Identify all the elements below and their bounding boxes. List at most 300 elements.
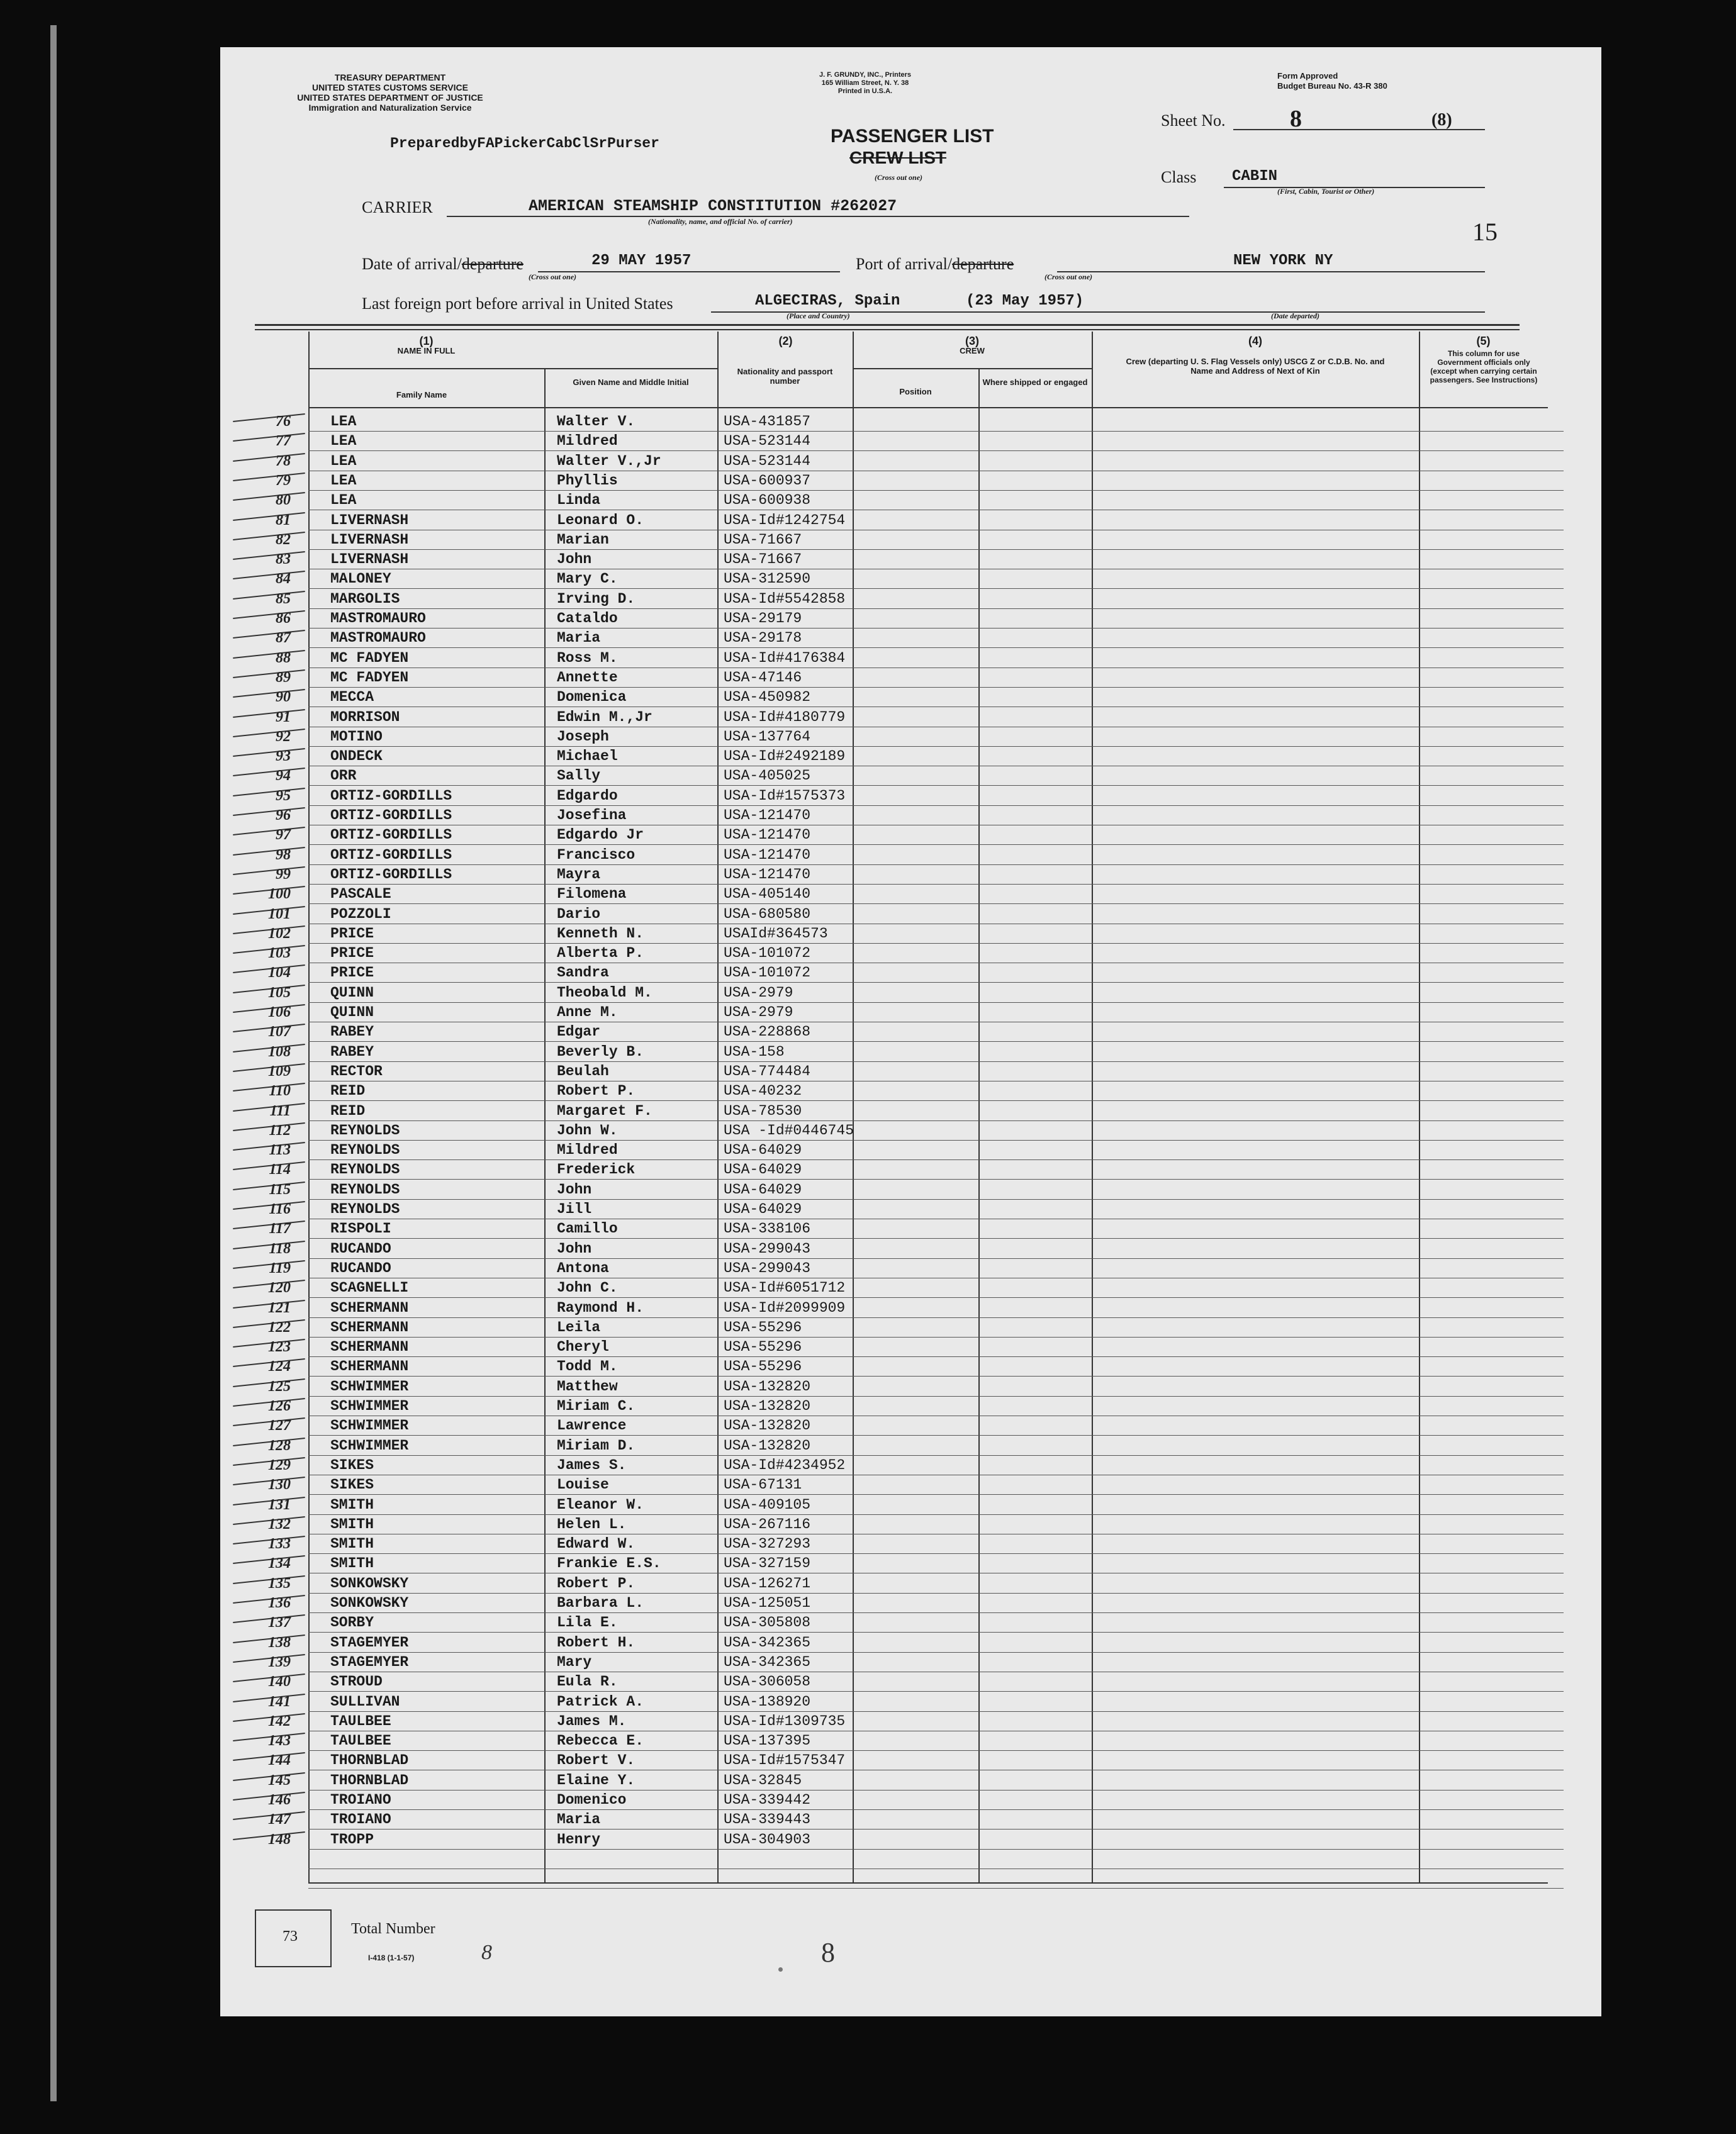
table-row: [220, 1810, 1601, 1830]
sheet-number-paren: (8): [1431, 110, 1452, 130]
family-name: MORRISON: [330, 708, 400, 725]
table-row: [220, 1475, 1601, 1495]
row-number: 118: [269, 1240, 291, 1257]
family-name: LIVERNASH: [330, 531, 409, 548]
given-name: Ross M.: [557, 649, 618, 666]
row-number: 96: [276, 807, 291, 824]
row-number: 100: [268, 886, 291, 903]
table-row: [220, 452, 1601, 471]
row-number: 80: [276, 492, 291, 509]
passport-number: USA -Id#0446745: [724, 1122, 854, 1139]
table-row: [220, 1456, 1601, 1475]
table-row: [220, 1160, 1601, 1180]
passport-number: USA-64029: [724, 1181, 802, 1198]
given-name: Walter V.,Jr: [557, 452, 661, 469]
family-name: SIKES: [330, 1456, 374, 1473]
given-name: Sandra: [557, 964, 609, 981]
given-name: Francisco: [557, 846, 636, 863]
passport-number: USAId#364573: [724, 925, 828, 942]
passport-number: USA-342365: [724, 1653, 811, 1670]
passport-number: USA-267116: [724, 1516, 811, 1533]
given-name: Domenico: [557, 1792, 627, 1808]
table-row: [220, 1062, 1601, 1081]
table-row: [220, 1022, 1601, 1042]
given-name: Margaret F.: [557, 1102, 652, 1119]
family-name: MASTROMAURO: [330, 610, 426, 627]
table-row: [220, 1613, 1601, 1633]
table-row: [220, 688, 1601, 707]
shipped-header: Where shipped or engaged: [982, 377, 1088, 387]
family-name: SCHWIMMER: [330, 1417, 409, 1434]
passport-number: USA-327159: [724, 1555, 811, 1572]
carrier-value: AMERICAN STEAMSHIP CONSTITUTION #262027: [529, 197, 897, 215]
port-value: NEW YORK NY: [1233, 252, 1333, 269]
passport-number: USA-64029: [724, 1142, 802, 1159]
port-note: (Cross out one): [1044, 272, 1093, 281]
given-name: Beverly B.: [557, 1043, 644, 1060]
date-note: (Cross out one): [529, 272, 577, 281]
table-row: [220, 1278, 1601, 1298]
port-label: Port of arrival/departure: [856, 255, 1014, 273]
row-number: 91: [276, 708, 291, 725]
row-number: 98: [276, 846, 291, 863]
family-name: ONDECK: [330, 748, 383, 765]
passport-number: USA-71667: [724, 531, 802, 548]
family-name: THORNBLAD: [330, 1752, 409, 1769]
passport-number: USA-523144: [724, 433, 811, 450]
passport-number: USA-101072: [724, 964, 811, 981]
given-name: Mary C.: [557, 571, 618, 588]
row-number: 87: [276, 630, 291, 647]
passport-number: USA-600938: [724, 492, 811, 509]
passport-number: USA-299043: [724, 1240, 811, 1257]
row-number: 132: [268, 1516, 291, 1533]
table-row: [220, 530, 1601, 550]
given-name: Irving D.: [557, 590, 636, 607]
family-name: SONKOWSKY: [330, 1595, 409, 1611]
prepared-by: PreparedbyFAPickerCabClSrPurser: [390, 135, 659, 152]
family-name: SCHERMANN: [330, 1319, 409, 1336]
given-name: Elaine Y.: [557, 1772, 636, 1789]
given-name: Theobald M.: [557, 984, 652, 1001]
given-name: Robert P.: [557, 1575, 636, 1592]
family-name: ORTIZ-GORDILLS: [330, 787, 452, 804]
row-number: 78: [276, 452, 291, 469]
table-row: [220, 511, 1601, 530]
passport-number: USA-78530: [724, 1102, 802, 1119]
date-label: Date of arrival/departure: [362, 255, 524, 273]
family-name: LEA: [330, 433, 357, 450]
table-row: [220, 1239, 1601, 1259]
table-row: [220, 432, 1601, 451]
next-of-kin-header: Crew (departing U. S. Flag Vessels only) USCG Z or C.D.B. No. and Name and Address of Next of Kin: [1126, 357, 1385, 376]
table-row: [220, 963, 1601, 983]
row-number: 107: [268, 1024, 291, 1041]
table-row: [220, 806, 1601, 825]
passport-number: USA-40232: [724, 1083, 802, 1100]
given-name: Sally: [557, 768, 601, 785]
family-name: SCHERMANN: [330, 1299, 409, 1316]
given-name: Frankie E.S.: [557, 1555, 661, 1572]
row-number: 116: [269, 1201, 291, 1217]
family-name: ORTIZ-GORDILLS: [330, 827, 452, 844]
last-port-label: Last foreign port before arrival in United States: [362, 294, 673, 313]
given-name: John: [557, 1181, 592, 1198]
row-number: 79: [276, 472, 291, 489]
family-name: QUINN: [330, 1004, 374, 1020]
passport-number: USA-2979: [724, 984, 793, 1001]
family-name: SMITH: [330, 1555, 374, 1572]
row-number: 125: [268, 1378, 291, 1395]
passport-number: USA-305808: [724, 1614, 811, 1631]
row-number: 124: [268, 1358, 291, 1375]
table-row: [220, 1692, 1601, 1712]
nationality-header: Nationality and passport number: [737, 367, 833, 386]
table-row: [220, 1259, 1601, 1278]
row-number: 93: [276, 748, 291, 765]
family-name: LIVERNASH: [330, 551, 409, 568]
passport-number: USA-299043: [724, 1260, 811, 1276]
passport-number: USA-137395: [724, 1733, 811, 1750]
given-name: Michael: [557, 748, 618, 765]
given-name: Barbara L.: [557, 1595, 644, 1611]
given-name: James M.: [557, 1712, 627, 1729]
given-name: Patrick A.: [557, 1693, 644, 1710]
table-row: [220, 589, 1601, 609]
row-number: 76: [276, 413, 291, 430]
table-row: [220, 1299, 1601, 1318]
given-name: Rebecca E.: [557, 1733, 644, 1750]
family-name: MECCA: [330, 689, 374, 706]
family-name: REYNOLDS: [330, 1181, 400, 1198]
passport-number: USA-137764: [724, 728, 811, 745]
given-name: Alberta P.: [557, 945, 644, 962]
row-number: 120: [268, 1280, 291, 1297]
family-name: RABEY: [330, 1043, 374, 1060]
given-name: Joseph: [557, 728, 609, 745]
table-row: [220, 846, 1601, 865]
given-name: Eleanor W.: [557, 1496, 644, 1513]
carrier-label: CARRIER: [362, 198, 433, 216]
given-name: Edgar: [557, 1024, 601, 1041]
family-name: THORNBLAD: [330, 1772, 409, 1789]
col4-header: (4): [1248, 335, 1262, 347]
family-name: STAGEMYER: [330, 1634, 409, 1651]
table-row: [220, 1515, 1601, 1534]
table-row: [220, 766, 1601, 786]
table-row: [220, 1397, 1601, 1416]
row-number: 147: [268, 1811, 291, 1828]
date-departed-note: (Date departed): [1271, 311, 1319, 320]
given-name: Leila: [557, 1319, 601, 1336]
row-number: 99: [276, 866, 291, 883]
family-name: MC FADYEN: [330, 649, 409, 666]
form-code: I-418 (1-1-57): [368, 1953, 415, 1962]
row-number: 123: [268, 1339, 291, 1356]
family-name: SIKES: [330, 1477, 374, 1494]
given-name: John: [557, 1240, 592, 1257]
printer-imprint: J. F. GRUNDY, INC., Printers 165 William Street, N. Y. 38 Printed in U.S.A.: [819, 71, 912, 95]
row-number: 133: [268, 1536, 291, 1553]
given-name: Dario: [557, 905, 601, 922]
family-name: PRICE: [330, 945, 374, 962]
table-row: [220, 491, 1601, 510]
family-name: MASTROMAURO: [330, 630, 426, 647]
row-number: 139: [268, 1653, 291, 1670]
row-number: 117: [269, 1221, 291, 1237]
family-name: TROPP: [330, 1831, 374, 1848]
row-number: 88: [276, 649, 291, 666]
table-row: [220, 668, 1601, 688]
row-number: 121: [268, 1299, 291, 1316]
row-number: 128: [268, 1437, 291, 1454]
given-name: Kenneth N.: [557, 925, 644, 942]
row-number: 89: [276, 669, 291, 686]
row-number: 146: [268, 1792, 291, 1808]
family-name: REYNOLDS: [330, 1122, 400, 1139]
table-row: [220, 1633, 1601, 1653]
page-number: 15: [1472, 218, 1498, 246]
row-number: 135: [268, 1575, 291, 1592]
family-name: REYNOLDS: [330, 1142, 400, 1159]
passport-number: USA-409105: [724, 1496, 811, 1513]
passport-number: USA-304903: [724, 1831, 811, 1848]
family-name: ORR: [330, 768, 357, 785]
center-mark: 8: [821, 1937, 835, 1968]
family-name: REID: [330, 1102, 366, 1119]
row-number: 136: [268, 1595, 291, 1611]
passport-number: USA-55296: [724, 1358, 802, 1375]
family-name: ORTIZ-GORDILLS: [330, 846, 452, 863]
table-row: [220, 905, 1601, 924]
given-name: Linda: [557, 492, 601, 509]
given-name: Matthew: [557, 1378, 618, 1395]
given-name: Phyllis: [557, 472, 618, 489]
given-name: Cheryl: [557, 1339, 609, 1356]
sheet-label: Sheet No.: [1161, 111, 1226, 130]
row-number: 141: [268, 1693, 291, 1710]
family-name-header: Family Name: [396, 390, 447, 399]
position-header: Position: [899, 387, 932, 396]
family-name: SCHERMANN: [330, 1339, 409, 1356]
row-number: 130: [268, 1477, 291, 1494]
given-name: Jill: [557, 1201, 592, 1217]
row-number: 115: [269, 1181, 291, 1198]
table-row: [220, 1318, 1601, 1338]
row-number: 126: [268, 1398, 291, 1414]
row-number: 92: [276, 728, 291, 745]
family-name: TROIANO: [330, 1811, 391, 1828]
row-number: 138: [268, 1634, 291, 1651]
family-name: MARGOLIS: [330, 590, 400, 607]
film-edge: [50, 25, 57, 2101]
family-name: REYNOLDS: [330, 1161, 400, 1178]
given-name: Helen L.: [557, 1516, 627, 1533]
table-row: [220, 628, 1601, 648]
family-name: SMITH: [330, 1496, 374, 1513]
family-name: SMITH: [330, 1516, 374, 1533]
table-row: [220, 1751, 1601, 1770]
table-row: [220, 1790, 1601, 1810]
family-name: LEA: [330, 492, 357, 509]
family-name: SMITH: [330, 1536, 374, 1553]
given-name: Todd M.: [557, 1358, 618, 1375]
passport-number: USA-405025: [724, 768, 811, 785]
row-number: 114: [269, 1161, 291, 1178]
family-name: SULLIVAN: [330, 1693, 400, 1710]
table-row: [220, 471, 1601, 491]
passport-number: USA-158: [724, 1043, 785, 1060]
row-number: 108: [268, 1043, 291, 1060]
passport-number: USA-125051: [724, 1595, 811, 1611]
family-name: SONKOWSKY: [330, 1575, 409, 1592]
passport-number: USA-339443: [724, 1811, 811, 1828]
last-port-date: (23 May 1957): [966, 293, 1084, 310]
row-number: 103: [268, 945, 291, 962]
passport-number: USA-450982: [724, 689, 811, 706]
row-number: 145: [268, 1772, 291, 1789]
row-number: 109: [268, 1063, 291, 1080]
row-number: 122: [268, 1319, 291, 1336]
col5-header: (5): [1476, 335, 1491, 347]
passport-number: USA-132820: [724, 1417, 811, 1434]
family-name: STROUD: [330, 1673, 383, 1690]
passport-number: USA-132820: [724, 1378, 811, 1395]
given-name: Lawrence: [557, 1417, 627, 1434]
passport-number: USA-523144: [724, 452, 811, 469]
table-row: [220, 1357, 1601, 1377]
given-name: Annette: [557, 669, 618, 686]
row-number: 148: [268, 1831, 291, 1848]
given-name: Mildred: [557, 433, 618, 450]
family-name: SCHWIMMER: [330, 1378, 409, 1395]
table-row: [220, 1042, 1601, 1062]
family-name: QUINN: [330, 984, 374, 1001]
table-row: [220, 609, 1601, 628]
family-name: TAULBEE: [330, 1712, 391, 1729]
table-row: [220, 1200, 1601, 1219]
passport-number: USA-306058: [724, 1673, 811, 1690]
passport-number: USA-32845: [724, 1772, 802, 1789]
passport-number: USA-327293: [724, 1536, 811, 1553]
passport-number: USA-121470: [724, 866, 811, 883]
row-number: 90: [276, 689, 291, 706]
given-name: John: [557, 551, 592, 568]
passport-number: USA-Id#4180779: [724, 708, 846, 725]
table-row: [220, 727, 1601, 747]
row-number: 119: [269, 1260, 291, 1276]
total-box: [255, 1909, 332, 1967]
row-number: 143: [268, 1733, 291, 1750]
given-name: Miriam C.: [557, 1398, 636, 1414]
row-number: 105: [268, 984, 291, 1001]
passport-number: USA-121470: [724, 827, 811, 844]
total-label: Total Number: [351, 1921, 435, 1937]
passport-number: USA-312590: [724, 571, 811, 588]
given-name: Mildred: [557, 1142, 618, 1159]
passport-number: USA-138920: [724, 1693, 811, 1710]
given-name: Leonard O.: [557, 511, 644, 528]
row-number: 94: [276, 768, 291, 785]
table-row: [220, 1731, 1601, 1751]
table-row: [220, 1416, 1601, 1436]
table-row: [220, 1180, 1601, 1200]
given-name: John C.: [557, 1280, 618, 1297]
given-name: Maria: [557, 1811, 601, 1828]
passport-number: USA-55296: [724, 1319, 802, 1336]
family-name: RISPOLI: [330, 1221, 391, 1237]
sheet-number: 8: [1290, 106, 1302, 132]
given-name: Josefina: [557, 807, 627, 824]
row-number: 85: [276, 590, 291, 607]
family-name: PASCALE: [330, 886, 391, 903]
passport-number: USA-132820: [724, 1398, 811, 1414]
given-name: Edgardo Jr: [557, 827, 644, 844]
table-row: [220, 1495, 1601, 1515]
row-number: 106: [268, 1004, 291, 1020]
passport-number: USA-2979: [724, 1004, 793, 1020]
passport-number: USA-Id#6051712: [724, 1280, 846, 1297]
passport-number: USA-Id#1309735: [724, 1712, 846, 1729]
given-name: Robert V.: [557, 1752, 636, 1769]
passport-number: USA-405140: [724, 886, 811, 903]
table-row: [220, 1219, 1601, 1239]
given-name: Filomena: [557, 886, 627, 903]
passport-number: USA-55296: [724, 1339, 802, 1356]
given-name: Robert P.: [557, 1083, 636, 1100]
table-row: [220, 825, 1601, 845]
table-row: [220, 983, 1601, 1003]
table-row: [220, 1574, 1601, 1594]
table-row: [220, 1672, 1601, 1692]
passport-number: USA-342365: [724, 1634, 811, 1651]
given-name: Eula R.: [557, 1673, 618, 1690]
table-row: [220, 1712, 1601, 1731]
table-row: [220, 924, 1601, 944]
row-number: 81: [276, 511, 291, 528]
passport-number: USA-600937: [724, 472, 811, 489]
passport-number: USA-Id#1575373: [724, 787, 846, 804]
row-number: 144: [268, 1752, 291, 1769]
punch-dot: [778, 1967, 783, 1972]
table-row: [220, 1141, 1601, 1160]
row-number: 129: [268, 1456, 291, 1473]
row-number: 112: [269, 1122, 291, 1139]
blank-row: [220, 1869, 1601, 1889]
row-number: 95: [276, 787, 291, 804]
row-number: 134: [268, 1555, 291, 1572]
family-name: ORTIZ-GORDILLS: [330, 866, 452, 883]
given-name: Mary: [557, 1653, 592, 1670]
given-name: Domenica: [557, 689, 627, 706]
handwritten-mark: 8: [481, 1941, 492, 1964]
family-name: RUCANDO: [330, 1240, 391, 1257]
passport-number: USA-29178: [724, 630, 802, 647]
department-header: TREASURY DEPARTMENT UNITED STATES CUSTOMS SERVICE UNITED STATES DEPARTMENT OF JUSTICE Immigration and Naturalization Service: [297, 72, 483, 113]
table-row: [220, 1102, 1601, 1121]
title-note: (Cross out one): [875, 173, 923, 182]
class-note: (First, Cabin, Tourist or Other): [1277, 187, 1375, 196]
passport-number: USA-101072: [724, 945, 811, 962]
row-number: 140: [268, 1673, 291, 1690]
given-name: Cataldo: [557, 610, 618, 627]
family-name: RUCANDO: [330, 1260, 391, 1276]
row-number: 137: [268, 1614, 291, 1631]
class-label: Class: [1161, 168, 1197, 186]
given-name: Beulah: [557, 1063, 609, 1080]
family-name: LEA: [330, 452, 357, 469]
given-name: Walter V.: [557, 413, 636, 430]
